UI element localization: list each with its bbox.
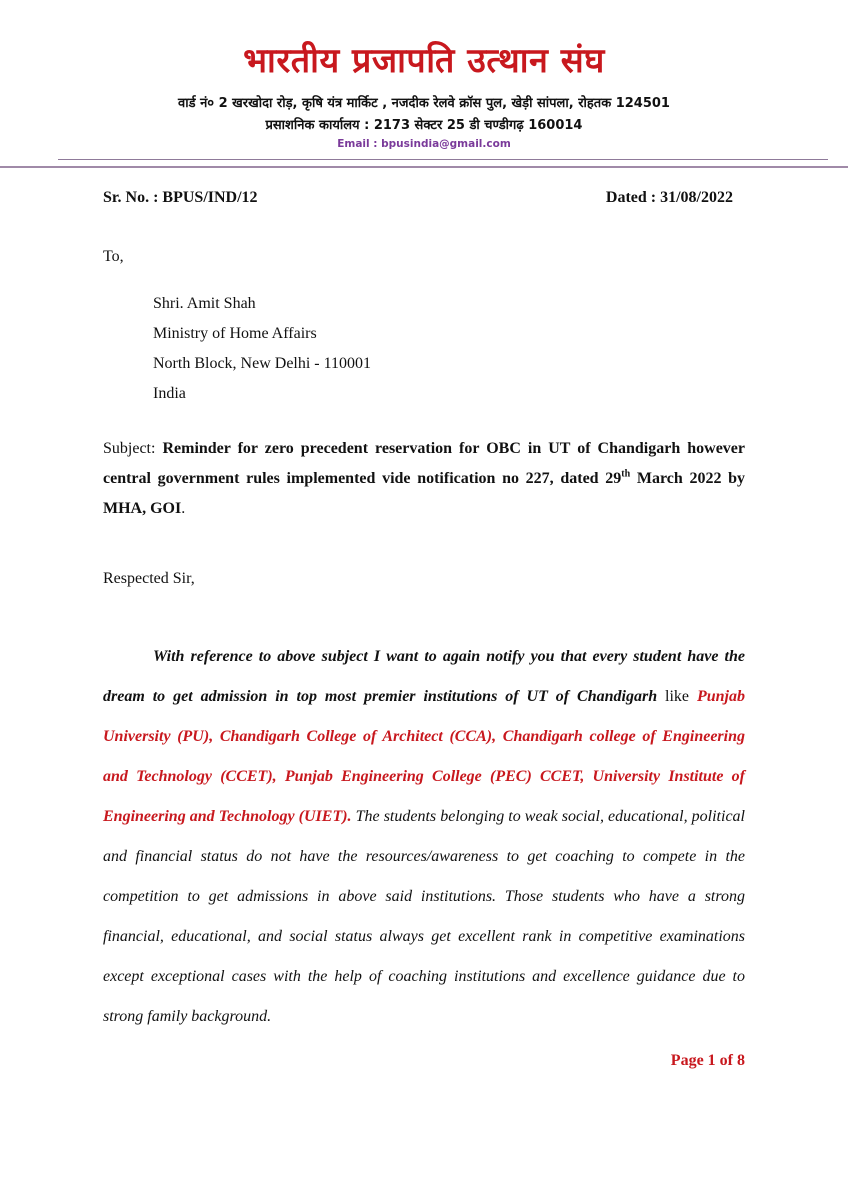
address-line-2: प्रसाशनिक कार्यालय : 2173 सेक्टर 25 डी चण्डीगढ़ 160014 [265, 118, 583, 133]
body-like: like [657, 688, 697, 705]
subject-paragraph [103, 434, 745, 524]
body-rest: The students belonging to weak social, educational, political and financial status do not have the resources/awareness to get coaching to compete in the competition to get admissions in above said institutions. Those students who have a strong financial, educational, and social status always get excellent rank in competitive examinations except exceptional cases with the help of coaching institutions and excellence guidance due to strong family background. [103, 808, 745, 1025]
addressee-block [153, 289, 371, 409]
divider-line-2 [0, 166, 848, 168]
subject-label: Subject: [103, 440, 163, 457]
address-line-1: वार्ड नं० 2 खरखोदा रोड़, कृषि यंत्र मार्किट , नजदीक रेलवे क्रॉस पुल, खेड़ी सांपला, रोहतक 124501 [178, 96, 670, 111]
subject-superscript: th [621, 468, 631, 480]
subject-text-part1: Reminder for zero precedent reservation for OBC in UT of Chandigarh however central government rules implemented vide notification no 227, dated 29 [103, 440, 745, 487]
letter-date: Dated : 31/08/2022 [605, 189, 733, 206]
subject-end: . [181, 500, 186, 517]
recipient-ministry: Ministry of Home Affairs [153, 325, 317, 342]
body-intro: With reference to above subject I want to again notify you that every student have the dream to get admission in top most premier institutions of UT of Chandigarh [103, 648, 745, 705]
reference-row [103, 187, 733, 211]
body-paragraph [103, 637, 745, 1037]
institutions-list: Punjab University (PU), Chandigarh College of Architect (CCA), Chandigarh college of Engineering and Technology (CCET), Punjab Engineering College (PEC) CCET, University Institute of Engineering and Technology (UIET). [103, 688, 745, 825]
divider-line [58, 159, 828, 160]
recipient-address: North Block, New Delhi - 110001 [153, 355, 372, 372]
page-number: Page 1 of 8 [670, 1052, 745, 1069]
organization-name: भारतीय प्रजापति उत्थान संघ [243, 41, 605, 81]
salutation: Respected Sir, [103, 570, 195, 587]
serial-number: Sr. No. : BPUS/IND/12 [103, 189, 258, 206]
recipient-country: India [153, 385, 186, 402]
email-line: Email : bpusindia@gmail.com [337, 138, 511, 150]
recipient-name: Shri. Amit Shah [153, 295, 256, 312]
to-label: To, [103, 248, 124, 265]
subject-text-part2: March 2022 by MHA, GOI [103, 470, 746, 517]
